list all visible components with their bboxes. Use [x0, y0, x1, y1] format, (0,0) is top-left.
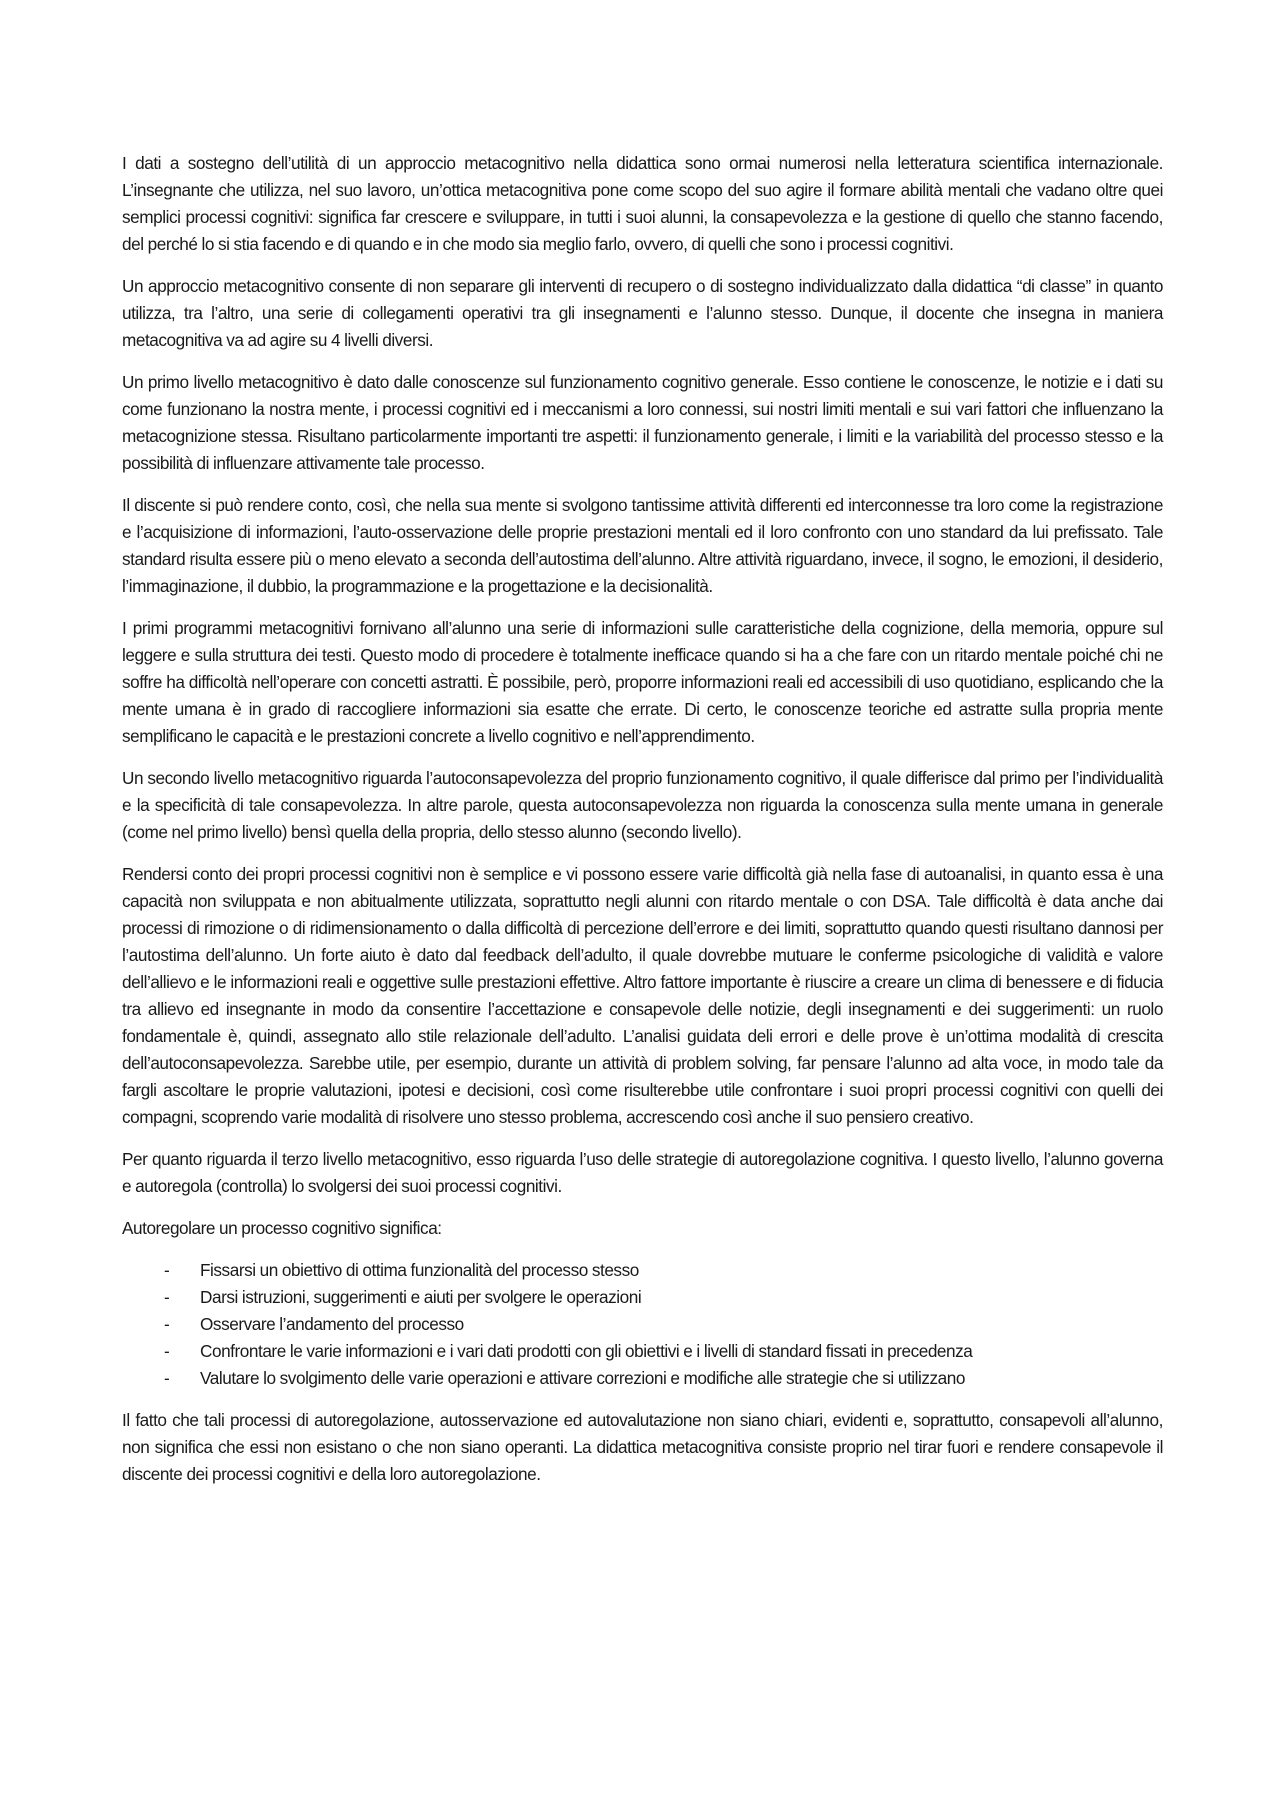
paragraph-second-level: Un secondo livello metacognitivo riguarda l’autoconsapevolezza del proprio funzionamento cognitivo, il quale differisce dal primo per l’individualità e la specificità di tale consapevolezza. In altre parole, questa autoconsapevolezza non riguarda la conoscenza sulla mente umana in generale (come nel primo livello) bensì quella della propria, dello stesso alunno (secondo livello). [122, 768, 1163, 842]
paragraph-learner-awareness: Il discente si può rendere conto, così, che nella sua mente si svolgono tantissime attività differenti ed interconnesse tra loro come la registrazione e l’acquisizione di informazioni, l’auto-osservazione delle proprie prestazioni mentali ed il loro confronto con uno standard da lui prefissato. Tale standard risulta essere più o meno elevato a seconda dell’autostima dell’alunno. Altre attività riguardano, invece, il sogno, le emozioni, il desiderio, l’immaginazione, il dubbio, la programmazione e la progettazione e la decisionalità. [122, 495, 1163, 596]
paragraph-self-regulation-intro: Autoregolare un processo cognitivo significa: [122, 1218, 442, 1238]
bullet-dash: - [164, 1341, 170, 1361]
paragraph-conclusion: Il fatto che tali processi di autoregolazione, autosservazione ed autovalutazione non siano chiari, evidenti e, soprattutto, consapevoli all’alunno, non significa che essi non esistano o che non siano operanti. La didattica metacognitiva consiste proprio nel tirar fuori e rendere consapevole il discente dei processi cognitivi e della loro autoregolazione. [122, 1410, 1163, 1484]
bullet-dash: - [164, 1368, 170, 1388]
list-item-text: Fissarsi un obiettivo di ottima funzionalità del processo stesso [200, 1260, 639, 1280]
list-item-text: Valutare lo svolgimento delle varie operazioni e attivare correzioni e modifiche alle strategie che si utilizzano [200, 1368, 965, 1388]
list-item [122, 1284, 1163, 1311]
list-item-text: Osservare l’andamento del processo [200, 1314, 464, 1334]
paragraph-third-level: Per quanto riguarda il terzo livello metacognitivo, esso riguarda l’uso delle strategie di autoregolazione cognitiva. I questo livello, l’alunno governa e autoregola (controlla) lo svolgersi dei suoi processi cognitivi. [122, 1149, 1163, 1196]
bullet-dash: - [164, 1314, 170, 1334]
paragraph-self-analysis: Rendersi conto dei propri processi cognitivi non è semplice e vi possono essere varie difficoltà già nella fase di autoanalisi, in quanto essa è una capacità non sviluppata e non abitualmente utilizzata, soprattutto negli alunni con ritardo mentale o con DSA. Tale difficoltà è data anche dai processi di rimozione o di ridimensionamento o dalla difficoltà di percezione dell’errore e dei limiti, soprattutto quando questi risultano dannosi per l’autostima dell’alunno. Un forte aiuto è dato dal feedback dell’adulto, il quale dovrebbe mutuare le conferme psicologiche di validità e valore dell’allievo e le informazioni reali e oggettive sulle prestazioni effettive. Altro fattore importante è riuscire a creare un clima di benessere e di fiducia tra allievo ed insegnante in modo da consentire l’accettazione e consapevole delle notizie, degli insegnamenti e dei suggerimenti: un ruolo fondamentale è, quindi, assegnato allo stile relazionale dell’adulto. L’analisi guidata deli errori e delle prove è un’ottima modalità di crescita dell’autoconsapevolezza. Sarebbe utile, per esempio, durante un attività di problem solving, far pensare l’alunno ad alta voce, in modo tale da fargli ascoltare le proprie valutazioni, ipotesi e decisioni, così come risulterebbe utile confrontare i suoi propri processi cognitivi con quelli dei compagni, scoprendo varie modalità di risolvere uno stesso problema, accrescendo così anche il suo pensiero creativo. [122, 864, 1163, 1127]
list-item-text: Confrontare le varie informazioni e i vari dati prodotti con gli obiettivi e i livelli di standard fissati in precedenza [200, 1341, 973, 1361]
list-item [122, 1365, 1163, 1392]
document-page [122, 150, 1163, 1503]
list-item-text: Darsi istruzioni, suggerimenti e aiuti per svolgere le operazioni [200, 1287, 642, 1307]
bullet-dash: - [164, 1260, 170, 1280]
bullet-dash: - [164, 1287, 170, 1307]
list-item [122, 1311, 1163, 1338]
list-item [122, 1338, 1163, 1365]
paragraph-approach: Un approccio metacognitivo consente di non separare gli interventi di recupero o di sostegno individualizzato dalla didattica “di classe” in quanto utilizza, tra l’altro, una serie di collegamenti operativi tra gli insegnamenti e l’alunno stesso. Dunque, il docente che insegna in maniera metacognitiva va ad agire su 4 livelli diversi. [122, 276, 1163, 350]
list-item [122, 1257, 1163, 1284]
paragraph-first-level: Un primo livello metacognitivo è dato dalle conoscenze sul funzionamento cognitivo generale. Esso contiene le conoscenze, le notizie e i dati su come funzionano la nostra mente, i processi cognitivi ed i meccanismi a loro connessi, sui nostri limiti mentali e sui vari fattori che influenzano la metacognizione stessa. Risultano particolarmente importanti tre aspetti: il funzionamento generale, i limiti e la variabilità del processo stesso e la possibilità di influenzare attivamente tale processo. [122, 372, 1163, 473]
paragraph-first-programs: I primi programmi metacognitivi fornivano all’alunno una serie di informazioni sulle caratteristiche della cognizione, della memoria, oppure sul leggere e sulla struttura dei testi. Questo modo di procedere è totalmente inefficace quando si ha a che fare con un ritardo mentale poiché chi ne soffre ha difficoltà nell’operare con concetti astratti. È possibile, però, proporre informazioni reali ed accessibili di uso quotidiano, esplicando che la mente umana è in grado di raccogliere informazioni sia esatte che errate. Di certo, le conoscenze teoriche ed astratte sulla propria mente semplificano le capacità e le prestazioni concrete a livello cognitivo e nell’apprendimento. [122, 618, 1163, 746]
self-regulation-list [122, 1257, 1163, 1392]
paragraph-intro: I dati a sostegno dell’utilità di un approccio metacognitivo nella didattica sono ormai numerosi nella letteratura scientifica internazionale. L’insegnante che utilizza, nel suo lavoro, un’ottica metacognitiva pone come scopo del suo agire il formare abilità mentali che vadano oltre quei semplici processi cognitivi: significa far crescere e sviluppare, in tutti i suoi alunni, la consapevolezza e la gestione di quello che stanno facendo, del perché lo si stia facendo e di quando e in che modo sia meglio farlo, ovvero, di quelli che sono i processi cognitivi. [122, 153, 1163, 254]
